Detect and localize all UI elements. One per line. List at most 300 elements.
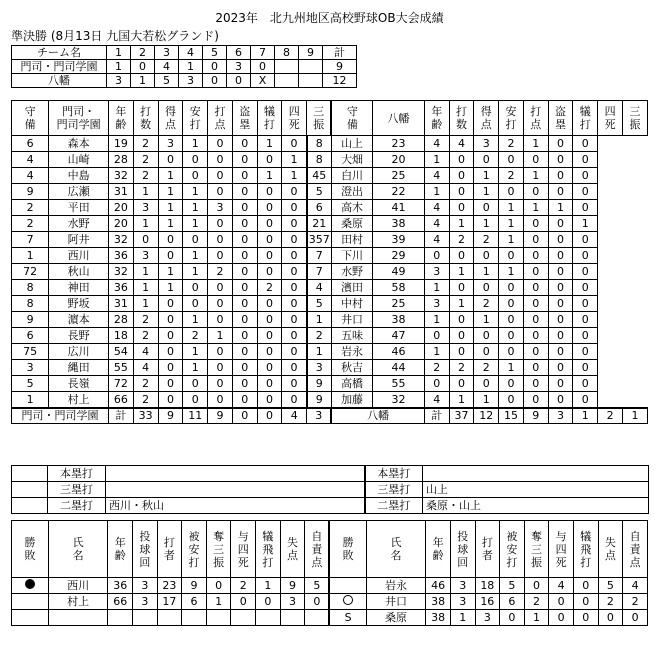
batting-stat: 0 xyxy=(257,328,282,344)
batting-stat: 2 xyxy=(424,360,449,376)
batting-stat: 0 xyxy=(282,344,307,360)
batting-stat: 0 xyxy=(548,184,573,200)
batter-name: 広川 xyxy=(49,344,109,360)
batting-stat: 38 xyxy=(373,216,425,232)
batting-stat: 0 xyxy=(573,296,598,312)
batting-stat: 0 xyxy=(523,280,548,296)
linescore-inning: X xyxy=(251,74,275,88)
batting-total-value: 3 xyxy=(548,408,573,424)
batting-stat: 0 xyxy=(158,296,183,312)
batting-stat: 39 xyxy=(373,232,425,248)
pitching-stat: 38 xyxy=(426,594,451,610)
pitching-stat xyxy=(182,610,207,626)
batting-total-value: 1 xyxy=(622,408,647,424)
pitching-row xyxy=(12,594,648,610)
pitcher-name: 村上 xyxy=(48,594,107,610)
batting-total-value: 0 xyxy=(232,408,257,424)
batting-stat: 2 xyxy=(307,328,332,344)
batting-stat: 0 xyxy=(523,248,548,264)
pitching-stat: 46 xyxy=(426,578,451,594)
batting-stat: 2 xyxy=(133,328,158,344)
batting-stat: 31 xyxy=(109,296,134,312)
batting-stat: 1 xyxy=(474,168,499,184)
batting-stat: 72 xyxy=(109,376,134,392)
batter-name: 濱田 xyxy=(331,280,372,296)
batting-stat: 21 xyxy=(307,216,332,232)
batter-name: 濵本 xyxy=(49,312,109,328)
pitching-header-cell: 与 四 死 xyxy=(231,521,256,578)
batting-stat: 1 xyxy=(474,216,499,232)
batter-name: 神田 xyxy=(49,280,109,296)
pitching-stat: 9 xyxy=(182,578,207,594)
linescore-inning xyxy=(299,60,323,74)
batting-stat: 0 xyxy=(282,360,307,376)
batting-stat: 0 xyxy=(499,392,524,408)
batting-stat: 0 xyxy=(257,264,282,280)
batting-stat: 0 xyxy=(474,152,499,168)
batting-stat: 0 xyxy=(158,328,183,344)
linescore-inning: 4 xyxy=(155,60,179,74)
batting-stat: 1 xyxy=(282,168,307,184)
batting-total-value: 33 xyxy=(133,408,158,424)
batting-stat: 0 xyxy=(499,248,524,264)
batting-stat: 0 xyxy=(158,312,183,328)
extra-hit-left-value xyxy=(106,466,365,482)
batter-name: 澄出 xyxy=(331,184,372,200)
pitching-stat: 3 xyxy=(133,594,158,610)
batting-stat: 1 xyxy=(474,312,499,328)
batting-stat: 0 xyxy=(474,248,499,264)
batting-stat: 9 xyxy=(307,392,332,408)
pitching-stat: 2 xyxy=(598,594,623,610)
batting-stat: 1 xyxy=(499,360,524,376)
pitching-stat: 0 xyxy=(573,594,598,610)
pitcher-name: 井口 xyxy=(366,594,425,610)
batting-stat: 2 xyxy=(449,360,474,376)
batting-stat: 4 xyxy=(424,232,449,248)
extra-hit-label: 本塁打 xyxy=(365,466,423,482)
pitching-header-cell: 奪 三 振 xyxy=(206,521,231,578)
batting-row xyxy=(12,280,648,296)
batting-stat: 20 xyxy=(109,200,134,216)
batting-stat: 9 xyxy=(12,312,49,328)
pitching-header-cell: 打 者 xyxy=(475,521,500,578)
linescore-inning: 0 xyxy=(227,74,251,88)
batting-stat: 0 xyxy=(133,232,158,248)
pitching-header-cell: 自 責 点 xyxy=(623,521,648,578)
batting-stat: 1 xyxy=(499,216,524,232)
batting-stat: 1 xyxy=(12,248,49,264)
batting-header-cell: 年 齢 xyxy=(424,101,449,136)
batting-stat: 4 xyxy=(12,168,49,184)
batting-stat: 1 xyxy=(133,296,158,312)
batting-stat: 0 xyxy=(208,136,233,152)
batting-stat: 0 xyxy=(183,296,208,312)
extra-hit-row xyxy=(12,498,649,514)
batting-header-cell: 八幡 xyxy=(373,101,425,136)
batting-stat: 0 xyxy=(232,312,257,328)
batting-stat: 1 xyxy=(449,216,474,232)
extra-hit-left-value: 西川・秋山 xyxy=(106,498,365,514)
batting-stat: 3 xyxy=(158,136,183,152)
batting-stat: 1 xyxy=(183,360,208,376)
batting-stat: 4 xyxy=(449,136,474,152)
batting-row xyxy=(12,136,648,152)
batting-stat: 0 xyxy=(257,216,282,232)
batting-stat: 6 xyxy=(12,328,49,344)
linescore-inning: 3 xyxy=(179,74,203,88)
batting-stat: 0 xyxy=(257,152,282,168)
batting-stat: 0 xyxy=(499,344,524,360)
batting-stat: 0 xyxy=(208,248,233,264)
pitching-stat: 2 xyxy=(231,578,256,594)
batting-row xyxy=(12,216,648,232)
batting-stat: 0 xyxy=(548,152,573,168)
batting-row xyxy=(12,360,648,376)
pitching-stat xyxy=(108,610,133,626)
pitching-stat: 5 xyxy=(305,578,330,594)
extra-hit-left-value xyxy=(106,482,365,498)
batting-stat: 0 xyxy=(449,152,474,168)
batting-stat: 0 xyxy=(499,296,524,312)
pitching-stat xyxy=(231,610,256,626)
batting-row xyxy=(12,168,648,184)
batter-name: 西川 xyxy=(49,248,109,264)
batting-header-cell: 打 数 xyxy=(133,101,158,136)
batting-stat: 1 xyxy=(424,344,449,360)
batting-total-team: 門司・門司学園 xyxy=(12,408,109,424)
batting-stat: 0 xyxy=(548,376,573,392)
batter-name: 五味 xyxy=(331,328,372,344)
batting-row xyxy=(12,200,648,216)
batting-stat: 0 xyxy=(449,344,474,360)
pitcher-result xyxy=(12,578,49,594)
batting-stat: 0 xyxy=(282,392,307,408)
loss-mark-icon xyxy=(343,595,353,605)
batter-name: 下川 xyxy=(331,248,372,264)
batting-stat: 1 xyxy=(307,344,332,360)
batting-stat: 0 xyxy=(232,232,257,248)
batting-stat: 1 xyxy=(474,264,499,280)
extra-hit-right-value xyxy=(423,466,649,482)
pitching-stat: 2 xyxy=(623,594,648,610)
batting-row xyxy=(12,376,648,392)
linescore-header-row xyxy=(12,46,357,60)
batting-row xyxy=(12,344,648,360)
batting-stat: 31 xyxy=(109,184,134,200)
pitching-header-cell: 奪 三 振 xyxy=(524,521,549,578)
batting-stat: 0 xyxy=(257,312,282,328)
batting-stat: 0 xyxy=(208,152,233,168)
batting-stat: 6 xyxy=(307,200,332,216)
batting-stat: 0 xyxy=(548,264,573,280)
batting-stat: 0 xyxy=(449,376,474,392)
linescore-table xyxy=(11,45,357,88)
pitcher-result: S xyxy=(329,610,366,626)
batting-stat: 25 xyxy=(373,168,425,184)
batting-stat: 32 xyxy=(109,168,134,184)
batting-stat: 45 xyxy=(307,168,332,184)
game-subtitle: 準決勝 (8月13日 九国大若松グランド) xyxy=(11,29,219,43)
batting-stat: 0 xyxy=(257,376,282,392)
batter-name: 加藤 xyxy=(331,392,372,408)
batter-name: 長嶺 xyxy=(49,376,109,392)
batting-stat: 0 xyxy=(257,248,282,264)
batting-stat: 0 xyxy=(474,200,499,216)
batting-stat: 8 xyxy=(12,280,49,296)
batting-stat: 2 xyxy=(133,376,158,392)
batting-stat: 0 xyxy=(474,376,499,392)
batting-stat: 1 xyxy=(499,232,524,248)
pitching-stat: 17 xyxy=(157,594,182,610)
batting-stat: 1 xyxy=(208,328,233,344)
batting-header-cell: 打 点 xyxy=(208,101,233,136)
batting-stat: 3 xyxy=(133,248,158,264)
batting-stat: 1 xyxy=(474,184,499,200)
batting-stat: 1 xyxy=(449,392,474,408)
pitching-stat: 1 xyxy=(450,610,475,626)
pitching-stat: 1 xyxy=(206,594,231,610)
batting-stat: 0 xyxy=(158,232,183,248)
batting-stat: 8 xyxy=(307,152,332,168)
batting-stat: 49 xyxy=(373,264,425,280)
pitching-stat: 3 xyxy=(450,578,475,594)
batting-stat: 0 xyxy=(573,264,598,280)
batting-stat: 0 xyxy=(548,296,573,312)
batting-total-value: 11 xyxy=(183,408,208,424)
batting-stat: 0 xyxy=(523,360,548,376)
batting-header-cell: 四 死 xyxy=(598,101,623,136)
batting-header-cell: 盗 塁 xyxy=(548,101,573,136)
batting-stat: 1 xyxy=(257,136,282,152)
batting-stat: 0 xyxy=(573,152,598,168)
batting-stat: 0 xyxy=(158,392,183,408)
batting-stat: 0 xyxy=(573,184,598,200)
batting-stat: 0 xyxy=(424,376,449,392)
linescore-inning: 3 xyxy=(107,74,131,88)
batting-stat: 0 xyxy=(548,168,573,184)
extra-hit-row xyxy=(12,466,649,482)
batter-name: 村上 xyxy=(49,392,109,408)
linescore-inning: 1 xyxy=(107,60,131,74)
pitching-stat: 0 xyxy=(623,610,648,626)
pitching-stat: 38 xyxy=(426,610,451,626)
batting-row xyxy=(12,392,648,408)
pitching-stat: 0 xyxy=(549,594,574,610)
batting-stat: 0 xyxy=(232,376,257,392)
batting-stat: 0 xyxy=(573,344,598,360)
extra-hit-right-value: 山上 xyxy=(423,482,649,498)
linescore-team: 八幡 xyxy=(12,74,107,88)
batter-name: 森本 xyxy=(49,136,109,152)
batter-name: 高木 xyxy=(331,200,372,216)
batting-stat: 0 xyxy=(424,248,449,264)
batting-stat: 28 xyxy=(109,312,134,328)
pitching-header-cell: 年 齢 xyxy=(108,521,133,578)
batting-total-value: 9 xyxy=(208,408,233,424)
batting-stat: 29 xyxy=(373,248,425,264)
extra-hit-spacer xyxy=(12,466,48,482)
batting-stat: 1 xyxy=(499,264,524,280)
batter-name: 山上 xyxy=(331,136,372,152)
pitching-header-cell: 打 者 xyxy=(157,521,182,578)
pitching-header-cell: 勝 敗 xyxy=(12,521,49,578)
batting-stat: 0 xyxy=(232,152,257,168)
batting-stat: 1 xyxy=(158,200,183,216)
batting-stat: 6 xyxy=(12,136,49,152)
batting-header-cell: 三 振 xyxy=(622,101,647,136)
pitching-header-cell: 犠 飛 打 xyxy=(573,521,598,578)
linescore-inning: 5 xyxy=(155,74,179,88)
batting-stat: 0 xyxy=(548,216,573,232)
linescore-total: 12 xyxy=(323,74,357,88)
batting-row xyxy=(12,312,648,328)
batting-stat: 0 xyxy=(523,264,548,280)
batting-stat: 3 xyxy=(133,200,158,216)
batting-stat: 0 xyxy=(573,168,598,184)
batting-stat: 1 xyxy=(424,152,449,168)
batting-stat: 0 xyxy=(523,232,548,248)
batting-stat: 23 xyxy=(373,136,425,152)
batting-stat: 2 xyxy=(499,168,524,184)
batting-header-cell: 安 打 xyxy=(499,101,524,136)
batting-stat: 0 xyxy=(208,392,233,408)
batting-total-label: 計 xyxy=(109,408,134,424)
batter-name: 高橋 xyxy=(331,376,372,392)
batting-stat: 44 xyxy=(373,360,425,376)
extra-hit-label: 二塁打 xyxy=(365,498,423,514)
batting-stat: 25 xyxy=(373,296,425,312)
pitching-stat: 2 xyxy=(524,594,549,610)
batting-stat: 4 xyxy=(424,200,449,216)
batting-stat: 0 xyxy=(257,392,282,408)
pitching-header-cell: 与 四 死 xyxy=(549,521,574,578)
pitcher-result xyxy=(329,594,366,610)
batting-stat: 0 xyxy=(183,232,208,248)
batting-stat: 0 xyxy=(208,232,233,248)
batting-stat: 0 xyxy=(449,248,474,264)
batting-stat: 4 xyxy=(424,216,449,232)
batting-row xyxy=(12,328,648,344)
batting-stat: 2 xyxy=(449,232,474,248)
batting-header-cell: 盗 塁 xyxy=(232,101,257,136)
batting-stat: 0 xyxy=(257,344,282,360)
batting-stat: 2 xyxy=(133,152,158,168)
pitching-stat: 0 xyxy=(231,594,256,610)
batting-stat: 0 xyxy=(282,264,307,280)
extra-hits-table xyxy=(11,465,649,514)
pitching-header-cell: 犠 飛 打 xyxy=(256,521,281,578)
batting-stat: 1 xyxy=(133,264,158,280)
batter-name: 山崎 xyxy=(49,152,109,168)
batting-stat: 0 xyxy=(232,216,257,232)
linescore-inning xyxy=(275,74,299,88)
batting-stat: 0 xyxy=(282,328,307,344)
pitching-stat: 6 xyxy=(182,594,207,610)
pitching-header-cell: 被 安 打 xyxy=(182,521,207,578)
extra-hit-label: 三塁打 xyxy=(48,482,106,498)
linescore-row xyxy=(12,74,357,88)
pitching-stat: 0 xyxy=(598,610,623,626)
batting-stat: 9 xyxy=(12,184,49,200)
pitching-stat: 3 xyxy=(475,610,500,626)
batter-name: 岩永 xyxy=(331,344,372,360)
batting-stat: 0 xyxy=(523,296,548,312)
batting-total-value: 9 xyxy=(158,408,183,424)
batting-header-cell: 得 点 xyxy=(474,101,499,136)
batting-stat: 1 xyxy=(183,200,208,216)
batting-stat: 0 xyxy=(208,168,233,184)
batting-stat: 72 xyxy=(12,264,49,280)
pitching-stat: 0 xyxy=(573,578,598,594)
batting-stat: 0 xyxy=(208,376,233,392)
batter-name: 井口 xyxy=(331,312,372,328)
batting-stat: 4 xyxy=(424,168,449,184)
linescore-total: 9 xyxy=(323,60,357,74)
batting-stat: 3 xyxy=(12,360,49,376)
pitching-stat xyxy=(133,610,158,626)
batting-stat: 1 xyxy=(424,312,449,328)
pitching-header-cell: 氏 名 xyxy=(48,521,107,578)
batting-stat: 1 xyxy=(183,184,208,200)
linescore-header-cell: 6 xyxy=(227,46,251,60)
batting-stat: 5 xyxy=(12,376,49,392)
batting-stat: 1 xyxy=(158,280,183,296)
batting-total-team: 八幡 xyxy=(331,408,424,424)
pitching-row xyxy=(12,610,648,626)
linescore-header-cell: 5 xyxy=(203,46,227,60)
batting-stat: 0 xyxy=(548,280,573,296)
batting-stat: 0 xyxy=(573,376,598,392)
batting-stat: 0 xyxy=(232,392,257,408)
batting-stat: 46 xyxy=(373,344,425,360)
batting-stat: 0 xyxy=(548,248,573,264)
batting-total-value: 37 xyxy=(449,408,474,424)
batting-stat: 0 xyxy=(449,200,474,216)
batting-header-cell: 三 振 xyxy=(307,101,332,136)
batting-stat: 0 xyxy=(573,360,598,376)
batting-stat: 0 xyxy=(499,280,524,296)
batting-stat: 0 xyxy=(158,152,183,168)
batting-stat: 4 xyxy=(307,280,332,296)
batter-name: 白川 xyxy=(331,168,372,184)
batting-stat: 0 xyxy=(523,328,548,344)
batting-stat: 1 xyxy=(158,168,183,184)
batting-header-cell: 四 死 xyxy=(282,101,307,136)
batting-stat: 3 xyxy=(424,264,449,280)
batting-stat: 0 xyxy=(573,392,598,408)
linescore-header-cell: 1 xyxy=(107,46,131,60)
pitching-stat: 0 xyxy=(256,594,281,610)
batting-stat: 0 xyxy=(548,328,573,344)
batting-stat: 0 xyxy=(208,280,233,296)
batting-stat: 2 xyxy=(474,296,499,312)
pitching-stat: 0 xyxy=(573,610,598,626)
batting-row xyxy=(12,184,648,200)
batting-stat: 1 xyxy=(183,264,208,280)
batting-stat: 0 xyxy=(282,248,307,264)
batter-name: 野坂 xyxy=(49,296,109,312)
batting-stat: 1 xyxy=(474,392,499,408)
pitching-stat: 4 xyxy=(623,578,648,594)
batting-row xyxy=(12,152,648,168)
batting-stat: 36 xyxy=(109,280,134,296)
batting-stat: 1 xyxy=(424,184,449,200)
pitcher-name: 桑原 xyxy=(366,610,425,626)
pitching-header-cell: 自 責 点 xyxy=(305,521,330,578)
pitching-stat xyxy=(280,610,305,626)
batting-stat: 2 xyxy=(474,232,499,248)
